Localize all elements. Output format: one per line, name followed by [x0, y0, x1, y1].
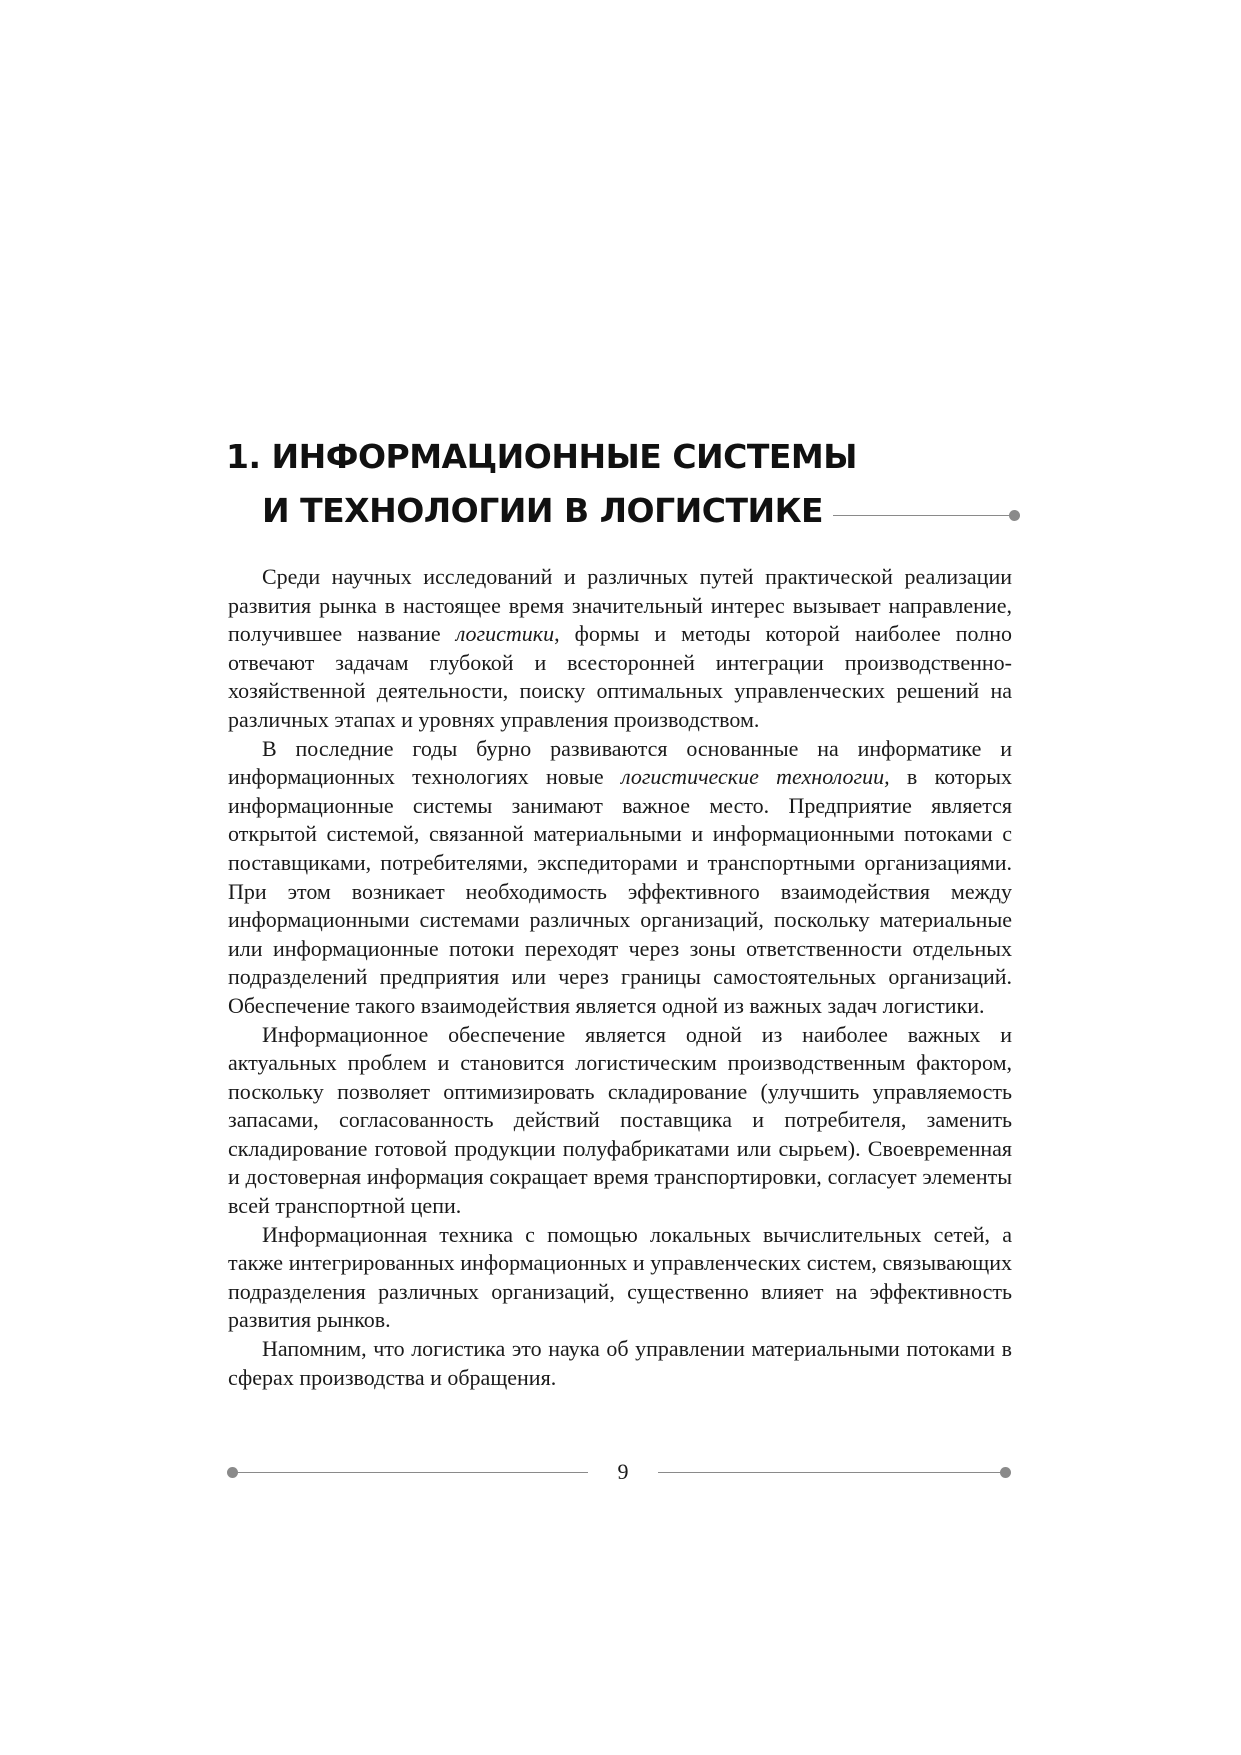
heading-rule-dot — [1009, 510, 1020, 521]
chapter-heading — [226, 430, 1016, 538]
paragraph-text: В последние годы бурно развиваются основанные на информатике и информационных технологиях новые — [228, 735, 1012, 790]
paragraph-text: Напомним, что логистика это наука об управлении материальными потоками в сферах производства и обращения. — [228, 1336, 1012, 1390]
paragraph-text: Информационная техника с помощью локальных вычислительных сетей, а также интегрированных информационных и управленческих систем, связывающих подразделения различных организаций, существенно влияет на эффективность развития рынков. — [228, 1221, 1012, 1333]
paragraph-text: Среди научных исследований и различных путей практической реализации развития рынка в настоящее время значительный интерес вызывает направление, получившее название — [228, 564, 1012, 647]
heading-rule — [833, 515, 1016, 516]
paragraph — [228, 1335, 1012, 1392]
chapter-title-line2: И ТЕХНОЛОГИИ В ЛОГИСТИКЕ — [262, 491, 824, 530]
paragraph-text: Информационное обеспечение является одной из наиболее важных и актуальных проблем и становится логистическим производственным фактором, поскольку позволяет оптимизировать складирование (улучшить управляемость запасами, согласованность действий поставщика и потребителя, заменить складирование готовой продукции полуфабрикатами или сырьем). Своевременная и достоверная информация сокращает время транспортировки, согласует элементы всей транспортной цепи. — [228, 1021, 1012, 1219]
chapter-title-line2-row — [226, 484, 1016, 538]
paragraph-text: , формы и методы которой наиболее полно отвечают задачам глубокой и всесторонней интеграции производственно-хозяйственной деятельности, поиску оптимальных управленческих решений на различных этапах и уровнях управления производством. — [228, 621, 1013, 732]
footer-rule-right — [658, 1472, 1006, 1473]
page-number: 9 — [617, 1459, 629, 1484]
chapter-title-line1: 1. ИНФОРМАЦИОННЫЕ СИСТЕМЫ — [226, 437, 857, 476]
paragraph — [228, 563, 1012, 735]
body-text — [228, 563, 1012, 1392]
paragraph-emphasis: логистики — [455, 621, 555, 647]
footer-rule-dot-right — [1000, 1467, 1011, 1478]
paragraph — [228, 1021, 1012, 1221]
paragraph-text: в которых информационные системы занимают важное место. Предприятие является открытой системой, связанной материальными и информационными потоками с поставщиками, потребителями, экспедиторами и транспортными организациями. При этом возникает необходимость эффективного взаимодействия между информационными системами различных организаций, поскольку материальные или информационные потоки переходят через зоны ответственности отдельных подразделений предприятия или через границы самостоятельных организаций. Обеспечение такого взаимодействия является одной из важных задач логистики. — [228, 764, 1012, 1018]
page-footer — [228, 1459, 1012, 1485]
paragraph-emphasis: логистические технологии, — [620, 764, 890, 790]
paragraph — [228, 735, 1012, 1021]
footer-rule-left — [232, 1472, 588, 1473]
paragraph — [228, 1221, 1012, 1335]
footer-rule-dot-left — [227, 1467, 238, 1478]
